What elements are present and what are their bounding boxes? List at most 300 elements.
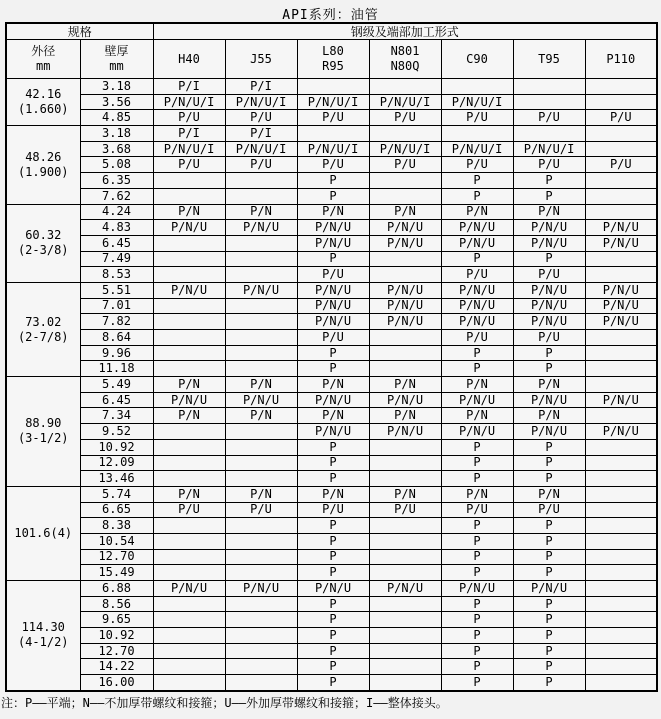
grade-cell [585,188,657,204]
grade-cell: P/N [513,486,585,502]
grade-cell: P/N/U [585,314,657,330]
grade-cell: P/N [441,408,513,424]
grade-column-label: H40 [178,51,200,66]
grade-cell: P [513,612,585,628]
grade-cell: P/N [297,204,369,220]
od-line: 73.02 [25,314,62,329]
grade-cell [585,204,657,220]
grade-cell [369,549,441,565]
wall-cell: 8.56 [80,596,153,612]
grade-cell: P [441,251,513,267]
wall-cell: 8.64 [80,330,153,346]
grade-cell: P/N/U/I [441,94,513,110]
grade-cell: P [297,345,369,361]
grade-cell: P/N/U [513,392,585,408]
grade-cell: P/N/U/I [297,94,369,110]
grade-cell: P/U [369,110,441,126]
grade-cell [153,596,225,612]
grade-cell: P [441,533,513,549]
grade-cell [153,298,225,314]
grade-cell [153,188,225,204]
grade-cell: P/N [225,204,297,220]
grade-cell: P/N/U [441,424,513,440]
table-row [6,612,657,628]
table-row [6,486,657,502]
grade-cell [369,643,441,659]
grade-cell: P/N [369,486,441,502]
grade-cell [225,439,297,455]
table-header [6,23,657,79]
grade-cell [153,345,225,361]
grade-cell [585,330,657,346]
grade-cell [369,565,441,581]
grade-cell: P [297,533,369,549]
grade-cell: P [513,565,585,581]
grade-cell: P/N/U [297,392,369,408]
table-row [6,298,657,314]
grade-cell: P/N [441,204,513,220]
grade-cell: P/U [585,157,657,173]
grade-cell [297,79,369,95]
grade-cell: P/N/U [369,220,441,236]
od-line: (2-7/8) [17,329,69,344]
wall-cell: 8.53 [80,267,153,283]
grade-cell [225,659,297,675]
wall-cell: 16.00 [80,675,153,691]
wall-column-label: 壁厚 [104,44,129,58]
table-row [6,79,657,95]
grade-cell: P/N [297,377,369,393]
grade-cell: P/U [153,110,225,126]
table-row [6,659,657,675]
od-line: (1.660) [17,102,69,117]
grade-cell [153,251,225,267]
grade-cell [225,173,297,189]
grade-cell [369,455,441,471]
wall-cell: 9.96 [80,345,153,361]
grade-cell: P [441,518,513,534]
grade-cell: P [441,549,513,565]
grade-cell [369,173,441,189]
grade-cell: P/N [297,486,369,502]
grade-cell: P [297,596,369,612]
table-row [6,424,657,440]
wall-cell: 7.01 [80,298,153,314]
grade-column-label: P110 [606,51,636,66]
grade-cell: P/N/U [513,235,585,251]
grade-cell: P/N [225,408,297,424]
grade-cell [225,188,297,204]
grade-cell: P/N [513,204,585,220]
grade-cell [585,581,657,597]
grade-cell [441,126,513,142]
grade-cell [153,675,225,691]
grade-column-header [441,40,513,79]
grade-cell [513,94,585,110]
grade-cell [369,188,441,204]
grade-cell [585,502,657,518]
grade-cell [369,79,441,95]
grade-cell [153,455,225,471]
grade-cell: P/I [225,79,297,95]
grade-cell: P [297,173,369,189]
grade-cell: P [441,188,513,204]
grade-cell: P [441,345,513,361]
grade-cell: P/N/U/I [369,141,441,157]
grade-cell [585,675,657,691]
grade-cell: P/U [441,330,513,346]
grade-cell: P/N [513,377,585,393]
grade-cell [585,126,657,142]
table-row [6,94,657,110]
od-cell [6,377,80,487]
grade-cell: P/U [441,267,513,283]
grade-cell [153,439,225,455]
grade-cell [585,628,657,644]
grade-cell: P/N/U [369,282,441,298]
grade-cell: P/N [441,486,513,502]
grade-cell: P/N/U [513,424,585,440]
grade-cell: P/N/U [513,220,585,236]
header-row-spec [6,23,657,40]
od-column-label: 外径 [31,44,56,58]
wall-cell: 5.08 [80,157,153,173]
grade-cell: P/N [441,377,513,393]
grade-cell: P/N/U [441,392,513,408]
grade-cell: P/N [225,486,297,502]
table-row [6,330,657,346]
table-row [6,204,657,220]
spec-table [5,22,658,692]
table-row [6,565,657,581]
grade-column-header [297,40,369,79]
grade-cell: P/I [153,79,225,95]
grade-cell [585,471,657,487]
table-row [6,628,657,644]
footnote: 注：P——平端；N——不加厚带螺纹和接箍；U——外加厚带螺纹和接箍；I——整体接头。 [1,695,448,710]
wall-cell: 5.49 [80,377,153,393]
grade-cell: P/N [369,377,441,393]
grade-column-header [513,40,585,79]
wall-cell: 12.09 [80,455,153,471]
grade-cell: P/U [585,110,657,126]
grade-cell [585,79,657,95]
grade-cell: P/N/U [297,581,369,597]
grade-cell: P/U [225,502,297,518]
grade-cell: P [513,173,585,189]
grade-cell: P [297,612,369,628]
grade-cell: P/N/U/I [369,94,441,110]
grade-cell: P/N/U/I [441,141,513,157]
grade-cell [585,408,657,424]
grade-cell: P/U [297,157,369,173]
grade-cell [585,643,657,659]
grade-cell [585,251,657,267]
grade-cell: P [297,628,369,644]
od-line: (2-3/8) [17,243,69,258]
table-row [6,110,657,126]
wall-cell: 8.38 [80,518,153,534]
grade-cell: P [297,188,369,204]
grade-cell: P [297,361,369,377]
table-row [6,173,657,189]
table-body [6,79,657,691]
grade-cell: P [297,251,369,267]
od-line: 101.6(4) [14,525,73,540]
grade-cell: P [441,596,513,612]
grade-cell: P/N [153,377,225,393]
od-cell [6,486,80,580]
grade-cell: P/N/U [297,235,369,251]
grade-column-header [153,40,225,79]
grade-column-header [369,40,441,79]
wall-cell: 14.22 [80,659,153,675]
grade-cell: P [441,173,513,189]
grade-cell: P/N/U/I [297,141,369,157]
grade-cell [225,330,297,346]
grade-cell: P [441,439,513,455]
grade-cell: P/N/U [225,220,297,236]
grade-cell [369,345,441,361]
wall-cell: 3.56 [80,94,153,110]
grade-cell: P [441,628,513,644]
grade-cell [225,314,297,330]
grade-cell: P/U [297,502,369,518]
grade-column-label: N801 [390,44,420,58]
grade-cell: P/N/U [369,314,441,330]
grade-cell [225,675,297,691]
grade-cell: P/N/U [585,220,657,236]
grade-column-header [225,40,297,79]
grade-cell [585,455,657,471]
grade-cell [225,612,297,628]
wall-cell: 12.70 [80,643,153,659]
wall-cell: 7.62 [80,188,153,204]
grade-cell [153,612,225,628]
grade-cell [225,565,297,581]
grade-column-label: T95 [538,51,560,66]
grade-cell: P/N/U [297,424,369,440]
grade-cell: P [513,628,585,644]
table-row [6,533,657,549]
grade-cell [585,565,657,581]
grade-cell [153,659,225,675]
table-row [6,439,657,455]
wall-cell: 5.51 [80,282,153,298]
table-row [6,549,657,565]
grade-cell: P [297,675,369,691]
grade-cell [585,659,657,675]
grade-cell [153,424,225,440]
grade-cell: P/U [369,157,441,173]
grade-cell [153,565,225,581]
table-row [6,455,657,471]
grade-cell: P [441,471,513,487]
grade-cell [369,596,441,612]
grade-cell: P/U [441,157,513,173]
grade-cell: P [513,455,585,471]
grade-cell: P [513,659,585,675]
grade-cell: P [297,439,369,455]
grade-cell: P/U [153,502,225,518]
grade-cell [153,314,225,330]
grade-cell: P/N/U [585,282,657,298]
od-cell [6,282,80,376]
grade-cell: P/N/U [441,298,513,314]
grade-cell [585,173,657,189]
grade-cell [153,549,225,565]
grade-cell: P [441,612,513,628]
grade-cell: P [297,471,369,487]
grade-cell: P [513,643,585,659]
spec-section-header: 规格 [6,23,153,40]
table-row [6,235,657,251]
grade-cell: P/N/U/I [225,94,297,110]
grade-cell [225,345,297,361]
grade-cell: P [297,643,369,659]
grade-cell: P/N/U [225,392,297,408]
grade-cell: P [297,518,369,534]
table-row [6,126,657,142]
wall-cell: 3.68 [80,141,153,157]
grade-cell [585,439,657,455]
grade-cell [369,675,441,691]
grade-cell [225,628,297,644]
grade-cell: P/U [225,157,297,173]
grade-cell: P [513,518,585,534]
grade-column-label: L80 [322,44,344,58]
wall-cell: 12.70 [80,549,153,565]
grade-cell [225,549,297,565]
grade-cell: P/I [153,126,225,142]
grade-cell [153,518,225,534]
grade-cell: P/U [441,502,513,518]
grade-cell [153,643,225,659]
grade-cell: P/N [297,408,369,424]
grade-cell [225,533,297,549]
grade-cell: P [441,643,513,659]
grade-section-header: 钢级及端部加工形式 [153,23,657,40]
od-column-header [6,40,80,79]
table-row [6,643,657,659]
grade-cell: P/N/U [441,581,513,597]
wall-cell: 10.92 [80,439,153,455]
grade-cell: P/N/U [297,282,369,298]
grade-cell: P/N/U [225,282,297,298]
grade-cell: P/N [225,377,297,393]
wall-cell: 6.45 [80,235,153,251]
grade-cell [585,267,657,283]
grade-cell [225,361,297,377]
table-row [6,675,657,691]
grade-cell: P/N/U [513,581,585,597]
wall-cell: 11.18 [80,361,153,377]
table-row [6,345,657,361]
table-row [6,361,657,377]
grade-cell [225,455,297,471]
grade-cell: P/N/U [225,581,297,597]
grade-cell [369,126,441,142]
grade-cell: P/N/U [369,424,441,440]
grade-cell: P/N/U/I [225,141,297,157]
grade-cell [585,533,657,549]
table-row [6,188,657,204]
grade-cell: P/N [153,408,225,424]
grade-cell: P/U [513,330,585,346]
grade-cell: P/U [513,157,585,173]
wall-cell: 3.18 [80,79,153,95]
grade-cell: P/U [513,110,585,126]
table-row [6,596,657,612]
grade-cell: P/U [441,110,513,126]
grade-cell: P/N/U [153,392,225,408]
header-row-columns [6,40,657,79]
grade-cell: P/N/U/I [513,141,585,157]
grade-cell [585,141,657,157]
wall-cell: 9.65 [80,612,153,628]
wall-cell: 4.24 [80,204,153,220]
grade-cell: P/N/U [369,392,441,408]
grade-column-header [585,40,657,79]
grade-cell: P/N/U [585,298,657,314]
grade-cell: P/U [153,157,225,173]
grade-cell [153,533,225,549]
grade-cell: P [441,455,513,471]
od-line: 42.16 [25,87,62,102]
grade-cell [153,628,225,644]
grade-cell [225,471,297,487]
od-cell [6,204,80,282]
grade-cell [225,251,297,267]
grade-cell: P/U [225,110,297,126]
grade-cell [225,424,297,440]
table-row [6,157,657,173]
od-cell [6,79,80,126]
od-line: 48.26 [25,149,62,164]
grade-cell: P/N/U [153,282,225,298]
od-line: 60.32 [25,228,62,243]
wall-cell: 6.88 [80,581,153,597]
grade-cell: P/N/U [441,220,513,236]
grade-cell: P/N [369,204,441,220]
grade-cell: P [513,251,585,267]
grade-cell: P/N/U [153,220,225,236]
grade-cell: P/U [513,267,585,283]
grade-cell [585,549,657,565]
wall-cell: 7.82 [80,314,153,330]
grade-cell [585,596,657,612]
grade-cell [153,361,225,377]
grade-column-label: C90 [466,51,488,66]
grade-cell: P/N/U [441,314,513,330]
grade-cell [585,518,657,534]
grade-cell [369,518,441,534]
wall-cell: 6.45 [80,392,153,408]
grade-cell [225,235,297,251]
grade-cell [369,628,441,644]
grade-cell [513,126,585,142]
grade-cell: P [297,659,369,675]
grade-cell [225,267,297,283]
grade-cell: P [441,675,513,691]
grade-cell: P [513,439,585,455]
grade-cell: P/N/U/I [153,141,225,157]
grade-column-label: N80Q [390,59,420,73]
grade-cell: P/N/U [369,235,441,251]
grade-cell [369,251,441,267]
grade-cell: P/N/U [153,581,225,597]
grade-cell: P/U [513,502,585,518]
